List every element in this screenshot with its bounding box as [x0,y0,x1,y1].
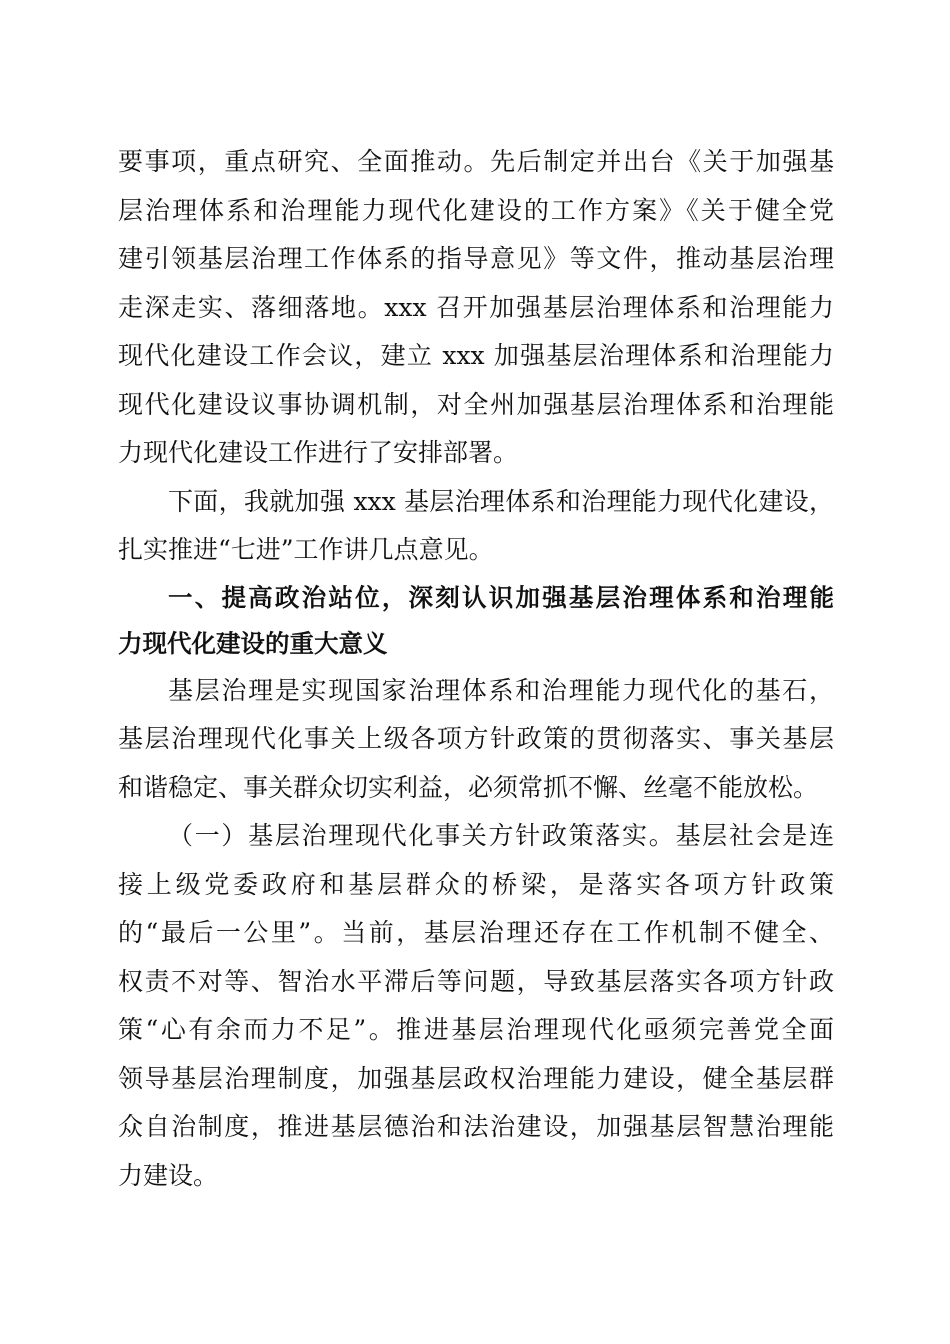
text-line: 的“最后一公里”。当前，基层治理还存在工作机制不健全、 [118,918,834,947]
heading-line: 一、提高政治站位，深刻认识加强基层治理体系和治理能 [168,582,834,612]
paragraph-body [118,667,834,813]
paragraph-continuation [118,138,834,478]
subheading-line: （一）基层治理现代化事关方针政策落实。基层社会是连 [168,821,834,850]
text-line: 走深走实、落细落地。xxx 召开加强基层治理体系和治理能力 [118,292,834,322]
text-line: 下面，我就加强 xxx 基层治理体系和治理能力现代化建设， [168,486,834,516]
paragraph-intro [118,478,834,575]
text-line: 领导基层治理制度，加强基层政权治理能力建设，健全基层群 [118,1063,834,1093]
text-line: 现代化建设议事协调机制，对全州加强基层治理体系和治理能 [118,389,834,419]
text-line: 力现代化建设工作进行了安排部署。 [118,438,519,467]
text-line: 策“心有余而力不足”。推进基层治理现代化亟须完善党全面 [118,1015,834,1044]
text-line: 现代化建设工作会议，建立 xxx 加强基层治理体系和治理能力 [118,341,834,370]
text-line: 力建设。 [118,1160,219,1190]
heading-line: 力现代化建设的重大意义 [118,628,388,658]
text-line: 接上级党委政府和基层群众的桥梁，是落实各项方针政策 [118,869,834,899]
paragraph-subsection [118,812,834,1200]
document-page [118,138,834,1200]
text-line: 扎实推进“七进”工作讲几点意见。 [118,535,494,564]
text-line: 权责不对等、智治水平滞后等问题，导致基层落实各项方针政 [118,966,834,996]
section-heading [118,575,834,667]
text-line: 基层治理现代化事关上级各项方针政策的贯彻落实、事关基层 [118,724,834,753]
text-line: 基层治理是实现国家治理体系和治理能力现代化的基石， [168,675,834,705]
text-line: 和谐稳定、事关群众切实利益，必须常抓不懈、丝毫不能放松。 [118,772,819,802]
text-line: 建引领基层治理工作体系的指导意见》等文件，推动基层治理 [118,244,834,273]
text-line: 层治理体系和治理能力现代化建设的工作方案》《关于健全党 [118,195,834,225]
text-line: 要事项，重点研究、全面推动。先后制定并出台《关于加强基 [118,147,834,176]
text-line: 众自治制度，推进基层德治和法治建设，加强基层智慧治理能 [118,1112,834,1141]
